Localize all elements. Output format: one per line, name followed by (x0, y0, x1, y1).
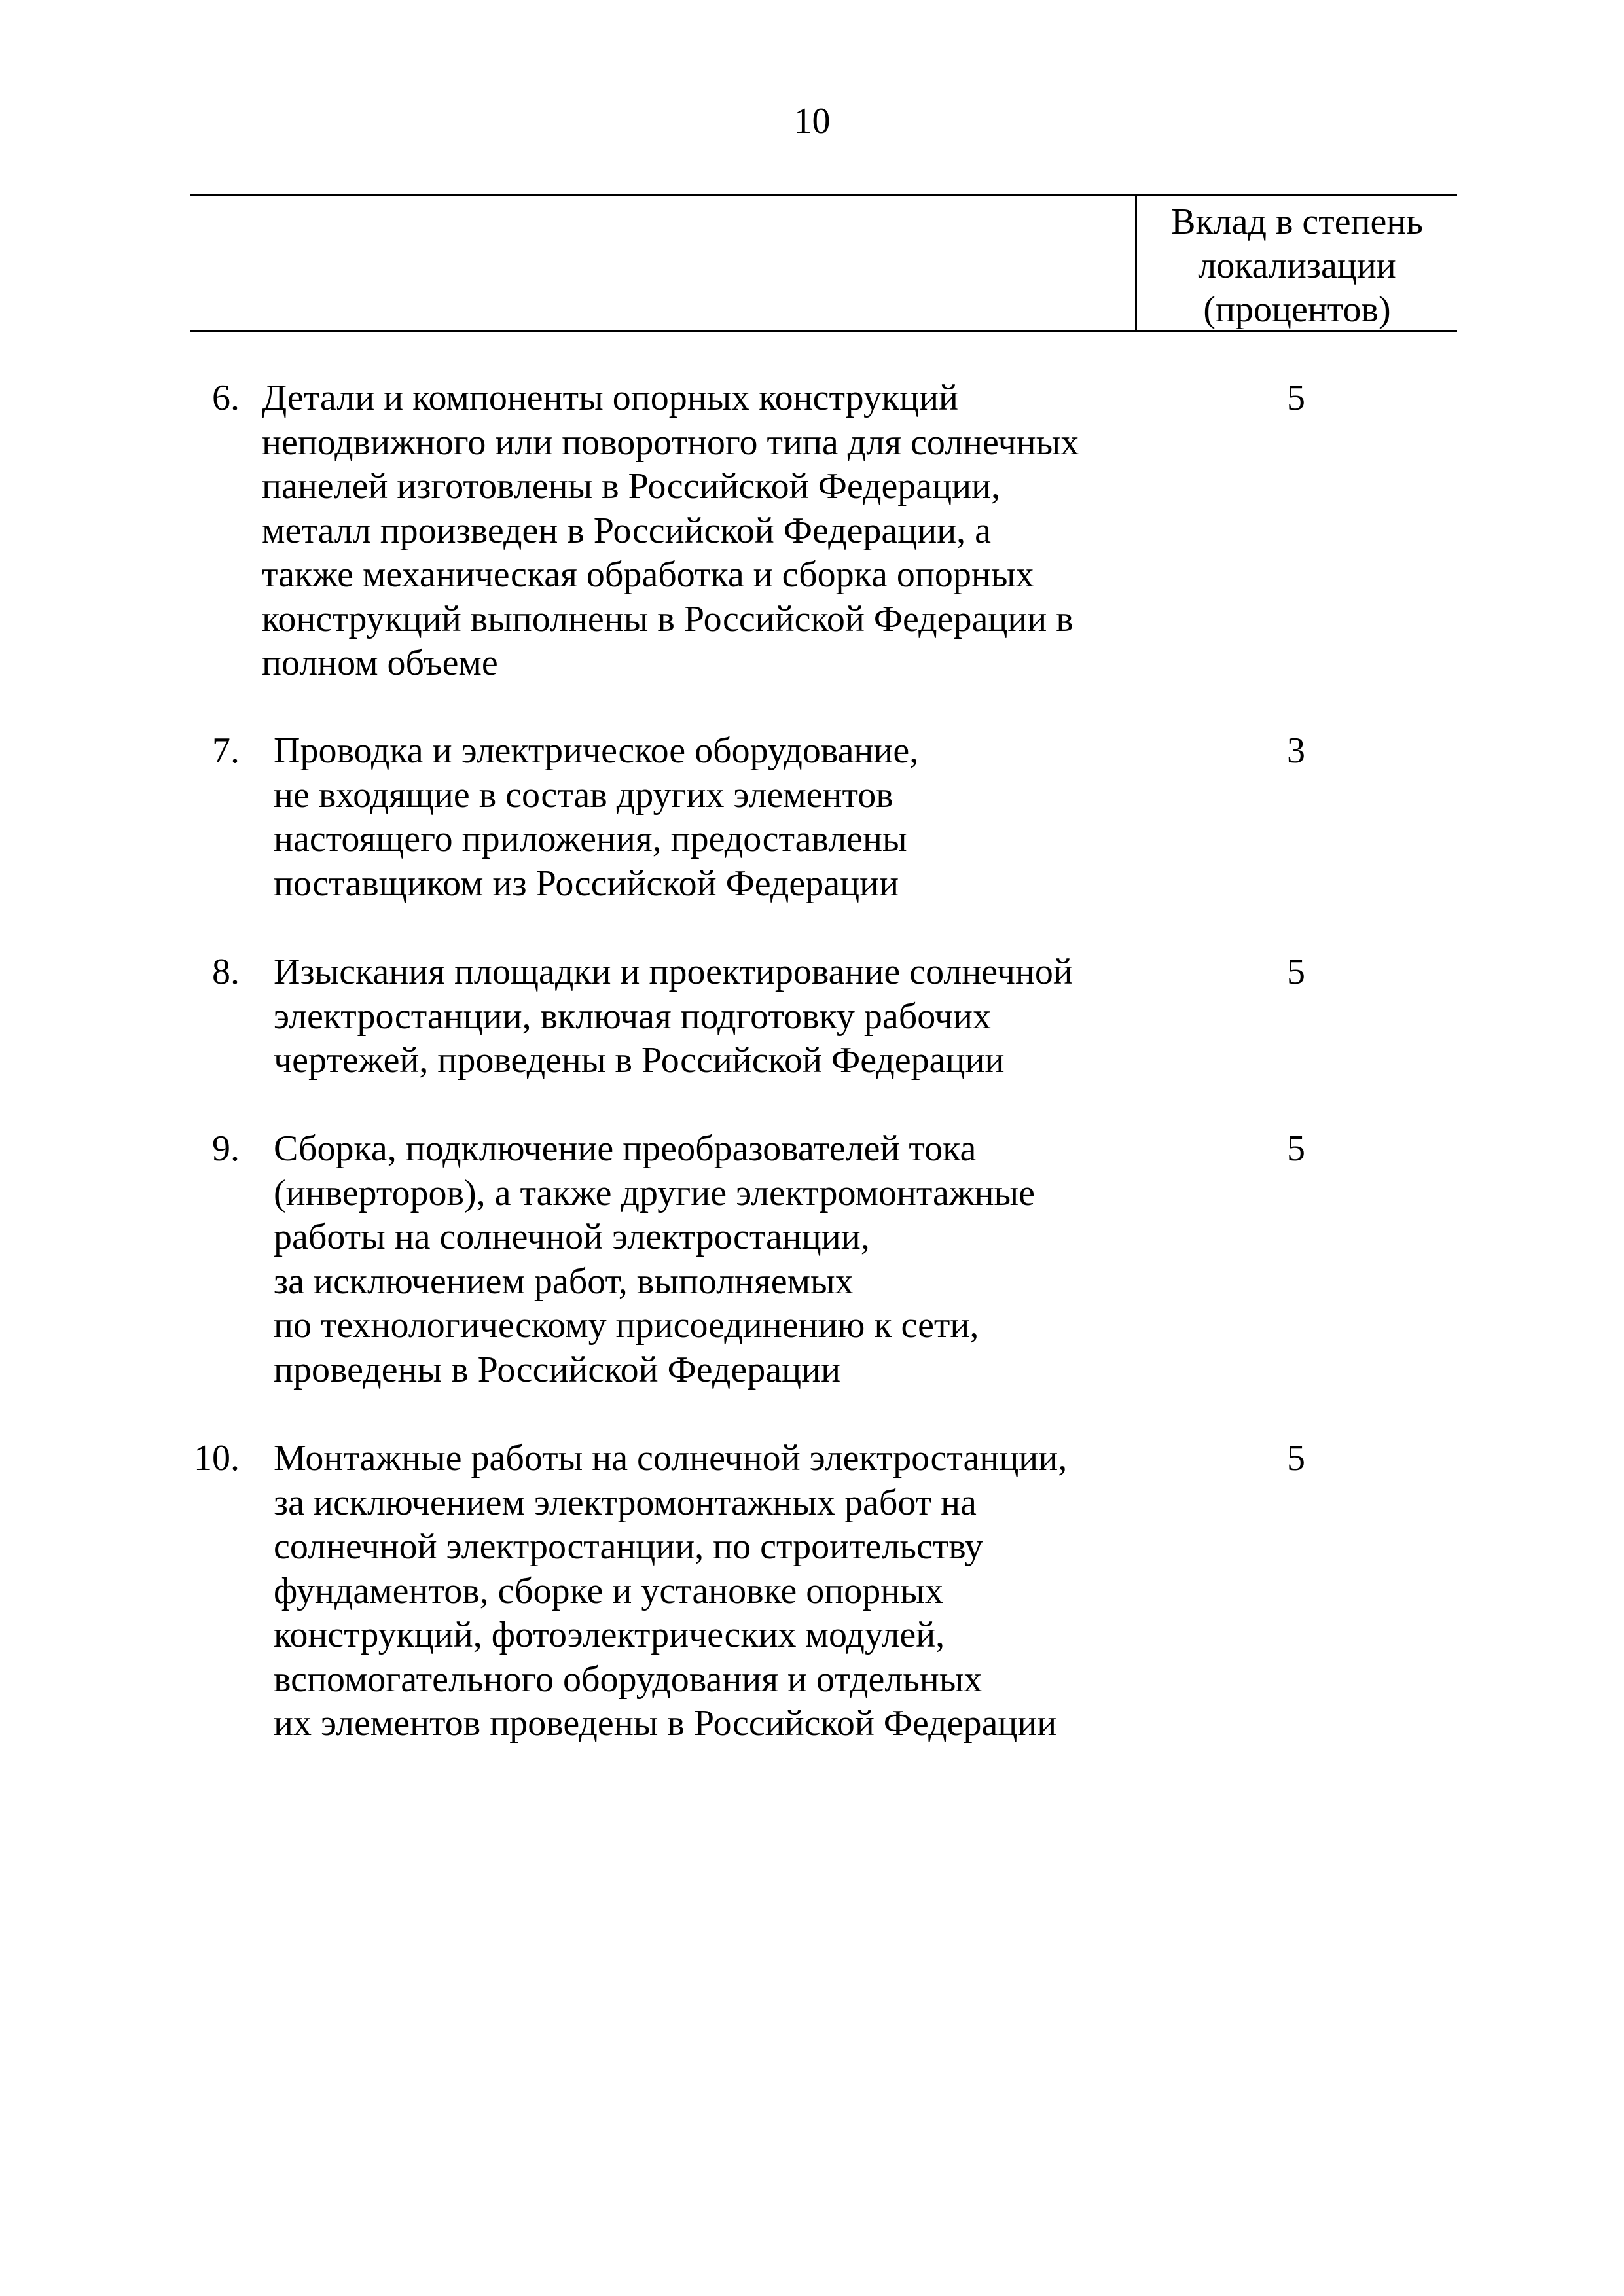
row-number: 9. (212, 1128, 240, 1169)
text-line: электростанции, включая подготовку рабочих (274, 996, 991, 1037)
text-line: (инверторов), а также другие электромонтажные (274, 1172, 1036, 1213)
text-line: конструкций выполнены в Российской Федерации в (262, 598, 1074, 639)
text-line: их элементов проведены в Российской Федерации (274, 1703, 1057, 1744)
header-localization-contribution (1137, 200, 1457, 332)
text-line: проведены в Российской Федерации (274, 1349, 841, 1390)
table-header (190, 194, 1457, 332)
text-line: Детали и компоненты опорных конструкций (262, 378, 958, 418)
header-line: Вклад в степень (1171, 202, 1423, 242)
header-line: (процентов) (1203, 289, 1391, 330)
text-line: полном объеме (262, 643, 498, 683)
row-number: 7. (212, 730, 240, 771)
text-line: солнечной электростанции, по строительству (274, 1526, 983, 1567)
row-value: 5 (1287, 1438, 1305, 1479)
row-number: 10. (194, 1438, 240, 1479)
text-line: вспомогательного оборудования и отдельных (274, 1659, 983, 1700)
row-description (274, 1127, 1190, 1392)
text-line: настоящего приложения, предоставлены (274, 819, 907, 859)
row-value: 3 (1287, 730, 1305, 771)
text-line: Изыскания площадки и проектирование солнечной (274, 952, 1073, 992)
text-line: также механическая обработка и сборка опорных (262, 554, 1034, 595)
text-line: чертежей, проведены в Российской Федерации (274, 1040, 1005, 1081)
row-value: 5 (1287, 378, 1305, 418)
row-value: 5 (1287, 1128, 1305, 1169)
text-line: не входящие в состав других элементов (274, 774, 893, 816)
text-line: Проводка и электрическое оборудование, (274, 730, 919, 771)
row-number: 6. (212, 378, 240, 418)
row-description (262, 376, 1178, 686)
row-value: 5 (1287, 952, 1305, 992)
text-line: поставщиком из Российской Федерации (274, 863, 899, 904)
row-description (274, 729, 1190, 906)
row-description (274, 1437, 1190, 1746)
row-description (274, 950, 1190, 1083)
text-line: неподвижного или поворотного типа для солнечных (262, 422, 1079, 463)
text-line: по технологическому присоединению к сети, (274, 1305, 979, 1346)
text-line: работы на солнечной электростанции, (274, 1217, 870, 1257)
text-line: металл произведен в Российской Федерации, а (262, 510, 992, 551)
page-number: 10 (793, 101, 831, 141)
text-line: Монтажные работы на солнечной электростанции, (274, 1438, 1068, 1479)
text-line: за исключением электромонтажных работ на (274, 1482, 977, 1523)
text-line: за исключением работ, выполняемых (274, 1261, 854, 1302)
text-line: Сборка, подключение преобразователей тока (274, 1128, 977, 1169)
text-line: фундаментов, сборке и установке опорных (274, 1570, 943, 1611)
header-line: локализации (1198, 245, 1396, 286)
row-number: 8. (212, 952, 240, 992)
text-line: конструкций, фотоэлектрических модулей, (274, 1615, 945, 1655)
text-line: панелей изготовлены в Российской Федерации, (262, 466, 1001, 507)
